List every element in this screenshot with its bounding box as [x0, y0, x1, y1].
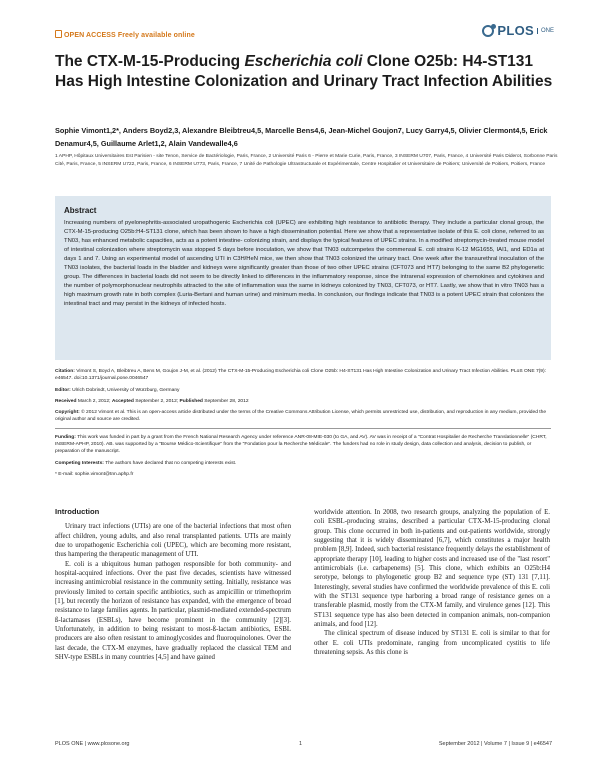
copyright-label: Copyright: — [55, 410, 80, 416]
divider — [55, 428, 551, 429]
copyright-text: © 2012 Vimont et al. This is an open-access article distributed under the terms of the Creative Commons Attribution License, which permits unrestricted use, distribution, and reproduction in any medium, provided the original author and source are credited. — [55, 410, 547, 423]
footer-issue: September 2012 | Volume 7 | Issue 9 | e46547 — [438, 741, 552, 747]
received-label: Received — [55, 398, 77, 404]
received-date: March 2, 2012; — [77, 398, 111, 404]
funding — [55, 434, 551, 456]
abstract-box — [55, 196, 551, 360]
accepted-label: Accepted — [111, 398, 134, 404]
journal-logo-sub: ONE — [537, 28, 554, 34]
plos-logo-icon — [482, 25, 494, 37]
body-column-left — [55, 507, 291, 663]
editor — [55, 387, 551, 394]
journal-logo — [482, 23, 554, 38]
editor-text: Ulrich Dobrindt, University of Würzburg, Germany — [72, 387, 180, 393]
open-access-text: OPEN ACCESS Freely available online — [64, 32, 195, 39]
page-footer — [55, 741, 552, 747]
citation — [55, 368, 551, 383]
intro-paragraph-1: Urinary tract infections (UTIs) are one of the bacterial infections that most often affect children, young adults, and also renal transplanted patients. UTIs are mainly due to uropathogenic Escherichia coli (UPEC), which are becoming more resistant, thus hampering the therapeutic management of UTI. — [55, 523, 291, 559]
page-number: 1 — [299, 741, 303, 747]
abstract-text: Increasing numbers of pyelonephritis-associated uropathogenic Escherichia coli (UPEC) are exhibiting high resistance to antibiotic therapy. They include a particular clonal group, the CTX-M-15-producing O25b:H4-ST131 clone, which has been shown to have a high dissemination potential. Here we show that a representative isolate of this E. coli clone, referred to as TN03, has enhanced metabolic capacities, acts as a potent intestine- colonizing strain, and displays the typical features of UPEC strains. In a modified streptomycin-treated mouse model of intestinal colonization where streptomycin was stopped 5 days before inoculation, we show that TN03 outcompetes the commensal E. coli strains K-12 MG1655, IAI1, and ED1a at days 1 and 7. Using an experimental model of ascending UTI in C3H/HeN mice, we then show that TN03 colonized the urinary tract. One week after the transurethral inoculation of the TN03 isolates, the bacterial loads in the bladder and kidneys were significantly greater than those of two other UPEC strains (CFT073 and HT7) belonging to the same B2 phylogenetic group. The differences in bacterial loads did not seem to be directly linked to differences in the inflammatory response, since the intrarenal expression of chemokines and cytokines and the number of polymorphonuclear neutrophils attracted to the site of inflammation was the same in kidneys colonized by TN03, CFT073, or HT7. Lastly, we show that in vitro TN03 has a high maximum growth rate in both complex (Luria-Bertani and human urine) and minimum media. In conclusion, our findings indicate that TN03 is a potent UPEC strain that colonizes the intestinal tract and may persist in the kidneys of infected hosts. — [64, 220, 544, 307]
dates — [55, 398, 551, 405]
introduction-heading: Introduction — [55, 507, 100, 516]
body-column-right — [314, 508, 550, 658]
competing-label: Competing Interests: — [55, 460, 104, 466]
title-part-1: The CTX-M-15-Producing — [55, 53, 245, 70]
abstract-heading: Abstract — [64, 206, 97, 215]
open-lock-icon — [55, 30, 62, 38]
citation-text: Vimont S, Boyd A, Bleibtreu A, Bens M, Goujon J-M, et al. (2012) The CTX-M-15-Producing Escherichia coli Clone O25b: H4-ST131 Has High Intestine Colonization and Urinary Tract Infection Abilities. PLoS ONE 7(9): e46547. doi:10.1371/journal.pone.0046547 — [55, 369, 547, 382]
author-list: Sophie Vimont1,2*, Anders Boyd2,3, Alexandre Bleibtreu4,5, Marcelle Bens4,6, Jean-Michel Goujon7, Lucy Garry4,5, Olivier Clermont4,5, Erick Denamur4,5, Guillaume Arlet1,2, Alain Vandewalle4,6 — [55, 126, 548, 148]
funding-text: This work was funded in part by a grant from the French National Research Agency under reference ANR-08-MIE-030 (to GA, and AV). AV was in receipt of a "Contrat Hospitalier de Recherche Translationnelle" (CHRT, INSERM-APHP, 2010). AB. was supported by a "Bourse Médico-Scientifique" from the "Fondation pour la Recherche Médicale". The funders had no role in study design, data collection and analysis, decision to publish, or preparation of the manuscript. — [55, 434, 547, 455]
journal-logo-text: PLOS — [497, 23, 534, 38]
published-date: September 28, 2012 — [204, 398, 249, 404]
title-part-3: Clone O25b: H4-ST131 Has High Intestine Colonization and Urinary Tract Infection Abilities — [55, 53, 553, 90]
copyright — [55, 409, 551, 424]
affiliations: 1 APHP, Hôpitaux Universitaires Est Parisien - site Tenon, Service de Bactériologie, Paris, France, 2 Université Paris 6 - Pierre et Marie Curie, Paris, France, 3 INSERM U707, Paris, France, 4 Université Paris Diderot, Sorbonne Paris Cité, Paris, France, 5 INSERM U722, Paris, France, 6 INSERM U773, Paris, France, 7 Unité de Pathologie Ultrastructurale et Expérimentale, Centre Hospitalier et Universitaire de Poitiers; Université de Poitiers, Poitiers, France — [55, 154, 558, 168]
intro-paragraph-3: worldwide attention. In 2008, two research groups, analyzing the population of E. coli ESBL-producing strains, described a particular CTX-M-15-producing clonal group. This clone occurred in both in-patients and out-patients worldwide, strongly suggesting that it is widely disseminated [6,7], which constitutes a major health problem [8,9]. Indeed, such bacterial resistance frequently delays the establishment of appropriate therapy [10], leading to higher costs and increased use of the "last resort" antimicrobials (i.e. carbapenems) [5]. This clone, which exhibits an O25b:H4 serotype, belongs to phylogenetic group B2 and sequence type (ST) 131 [7,11]. Interestingly, several studies have confirmed the worldwide prevalence of this E. coli with the ST131 sequence type harboring a broad range of resistance genes on a transferable plasmid, mostly from the CTX-M family, and virulence genes [12]. This ST131 sequence type has also been detected in companion animals, non-companion animals, and food [12]. — [314, 509, 550, 629]
intro-paragraph-4: The clinical spectrum of disease induced by ST131 E. coli is similar to that for other E. coli UTIs predominate, ranging from uncomplicated cystitis to life threatening sepsis. As this clone is — [314, 630, 550, 657]
title-part-2: Escherichia coli — [244, 53, 363, 70]
competing-text: The authors have declared that no competing interests exist. — [105, 460, 237, 466]
article-metadata — [55, 368, 551, 482]
corresponding-email: * E-mail: sophie.vimont@tnn.aphp.fr — [55, 471, 134, 477]
citation-label: Citation: — [55, 369, 75, 374]
footer-journal: PLOS ONE | www.plosone.org — [55, 741, 130, 747]
article-title — [55, 52, 555, 92]
funding-label: Funding: — [55, 434, 76, 440]
published-label: Published — [179, 398, 203, 404]
intro-paragraph-2: E. coli is a ubiquitous human pathogen responsible for both community- and hospital-acquired infections. Over the past five decades, scientists have witnessed increasing antimicrobial resistance in the community setting. Initially, resistance was previously limited to certain specific antibiotics, such as ampicillin or trimethoprim [1], but recently the horizon of resistance has expanded, with the emergence of broad resistance to large families agents. In particular, plasmid-mediated extended-spectrum ß-lactamases (ESBLs), have become prominent in the community [2][3]. Unfortunately, in addition to being resistant to most-ß-lactam antibiotics, ESBL producers are also often resistant to aminoglycosides and fluoroquinolones. Over the last decade, the CTX-M enzymes, have gradually replaced the classical TEM and SHV-type ESBLs in many countries [4,5] and have gained — [55, 560, 291, 662]
editor-label: Editor: — [55, 387, 71, 393]
open-access-banner — [55, 30, 195, 39]
competing-interests — [55, 460, 551, 467]
accepted-date: September 2, 2012; — [135, 398, 179, 404]
